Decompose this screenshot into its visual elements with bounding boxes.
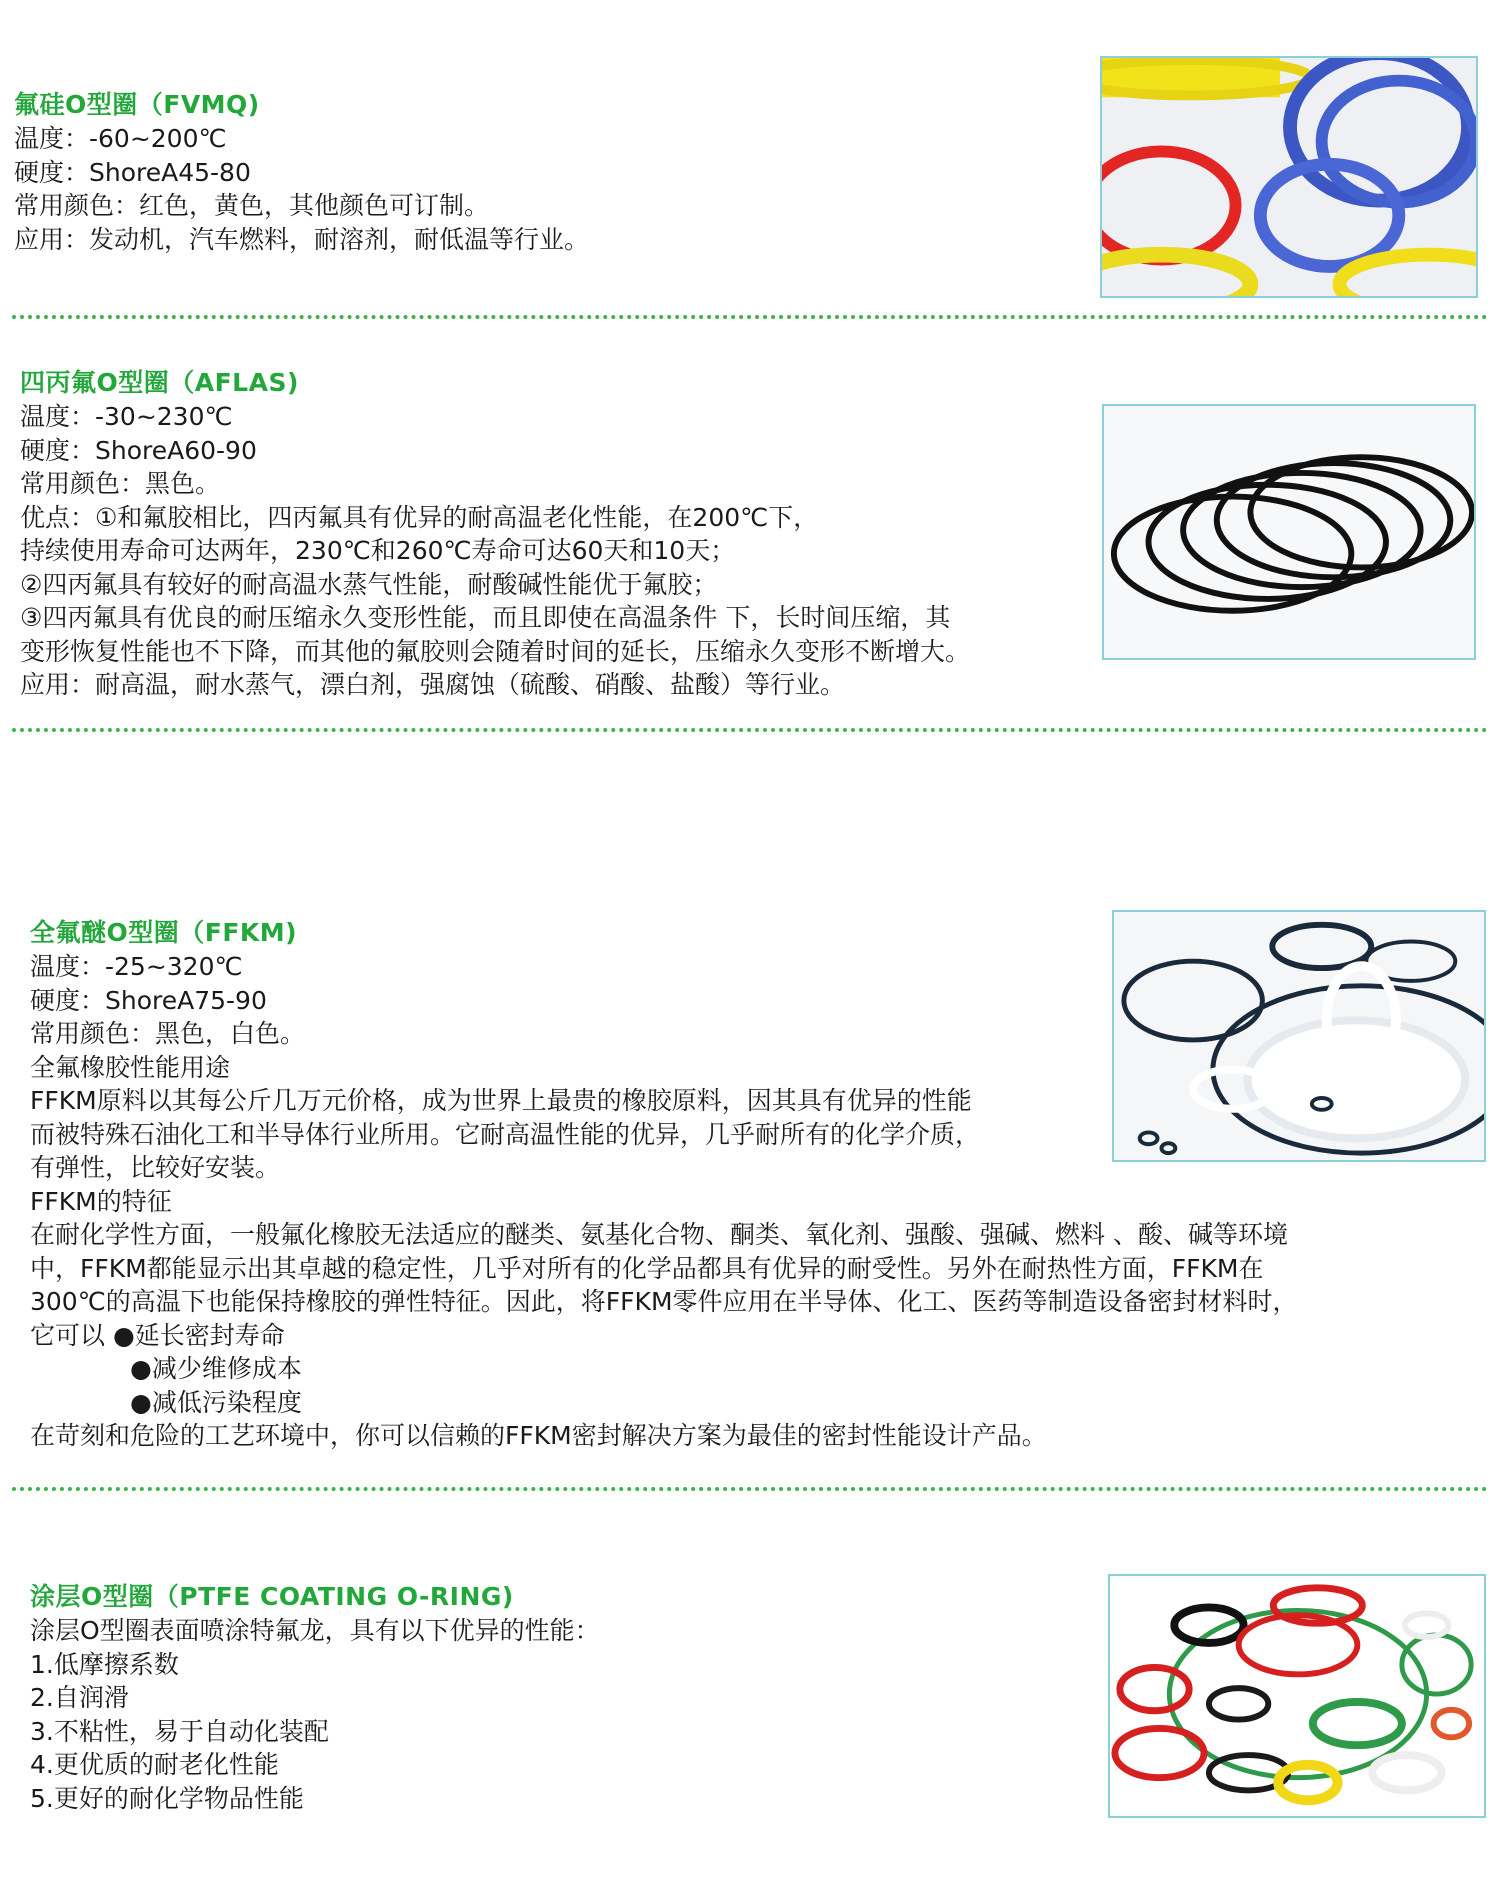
section-fvmq (14, 88, 589, 256)
hardness-line: 硬度：ShoreA75-90 (30, 985, 267, 1015)
ffkm-oring-photo (1112, 910, 1486, 1162)
advantages-line: 持续使用寿命可达两年，230℃和260℃寿命可达60天和10天； (20, 536, 736, 565)
advantages-line: 变形恢复性能也不下降，而其他的氟胶则会随着时间的延长，压缩永久变形不断增大。 (20, 636, 971, 666)
section-divider (12, 728, 1488, 732)
application-line: 应用：发动机，汽车燃料，耐溶剂，耐低温等行业。 (14, 224, 590, 254)
body-line: 在耐化学性方面，一般氟化橡胶无法适应的醚类、氨基化合物、酮类、氧化剂、强酸、强碱、燃料 、酸、碱等环境 (30, 1220, 1288, 1249)
ptfe-coating-oring-photo (1108, 1574, 1486, 1818)
colors-line: 常用颜色：黑色，白色。 (30, 1019, 306, 1048)
advantages-line: ②四丙氟具有较好的耐高温水蒸气性能，耐酸碱性能优于氟胶； (20, 569, 718, 599)
subheading-line: FFKM的特征 (30, 1186, 172, 1216)
subheading-line: 全氟橡胶性能用途 (30, 1052, 231, 1082)
advantages-line: 优点：①和氟胶相比，四丙氟具有优异的耐高温老化性能，在200℃下， (20, 502, 819, 532)
section-ffkm (30, 916, 1298, 1453)
feature-line: 4.更优质的耐老化性能 (30, 1750, 279, 1779)
body-line: 300℃的高温下也能保持橡胶的弹性特征。因此，将FFKM零件应用在半导体、化工、医药等制造设备密封材料时， (30, 1287, 1298, 1316)
temperature-line: 温度：-60~200℃ (14, 124, 227, 153)
section-divider (12, 315, 1488, 319)
section-ptfe-coating (30, 1580, 600, 1815)
body-line: 而被特殊石油化工和半导体行业所用。它耐高温性能的优异，几乎耐所有的化学介质， (30, 1119, 981, 1149)
bullet-line: ●减少维修成本 (130, 1354, 302, 1383)
section-title: 四丙氟O型圈（AFLAS) (20, 368, 299, 397)
aflas-oring-photo (1102, 404, 1476, 660)
hardness-line: 硬度：ShoreA45-80 (14, 157, 251, 187)
body-line: 在苛刻和危险的工艺环境中，你可以信赖的FFKM密封解决方案为最佳的密封性能设计产品。 (30, 1421, 1047, 1450)
feature-line: 5.更好的耐化学物品性能 (30, 1783, 304, 1813)
advantages-line: ③四丙氟具有优良的耐压缩永久变形性能，而且即使在高温条件 下，长时间压缩，其 (20, 603, 951, 632)
feature-line: 1.低摩擦系数 (30, 1649, 179, 1679)
colors-line: 常用颜色：黑色。 (20, 469, 221, 498)
bullet-line: 它可以 ●延长密封寿命 (30, 1320, 285, 1350)
body-line: 中，FFKM都能显示出其卓越的稳定性，几乎对所有的化学品都具有优异的耐受性。另外在耐热性方面，FFKM在 (30, 1253, 1264, 1283)
feature-line: 2.自润滑 (30, 1683, 129, 1712)
section-title: 全氟醚O型圈（FFKM) (30, 918, 298, 947)
bullet-line: ●减低污染程度 (130, 1387, 302, 1417)
colors-line: 常用颜色：红色，黄色，其他颜色可订制。 (14, 191, 490, 220)
body-line: 有弹性，比较好安装。 (30, 1153, 281, 1182)
intro-line: 涂层O型圈表面喷涂特氟龙，具有以下优异的性能： (30, 1616, 600, 1645)
fvmq-oring-photo (1100, 56, 1478, 298)
temperature-line: 温度：-25~320℃ (30, 952, 243, 981)
section-title: 氟硅O型圈（FVMQ) (14, 90, 260, 119)
section-aflas (20, 366, 970, 702)
hardness-line: 硬度：ShoreA60-90 (20, 435, 257, 465)
feature-line: 3.不粘性，易于自动化装配 (30, 1716, 329, 1746)
body-line: FFKM原料以其每公斤几万元价格，成为世界上最贵的橡胶原料，因其具有优异的性能 (30, 1086, 972, 1115)
section-divider (12, 1487, 1488, 1491)
temperature-line: 温度：-30~230℃ (20, 402, 233, 431)
application-line: 应用：耐高温，耐水蒸气，漂白剂，强腐蚀（硫酸、硝酸、盐酸）等行业。 (20, 670, 846, 699)
section-title: 涂层O型圈（PTFE COATING O-RING) (30, 1582, 514, 1611)
